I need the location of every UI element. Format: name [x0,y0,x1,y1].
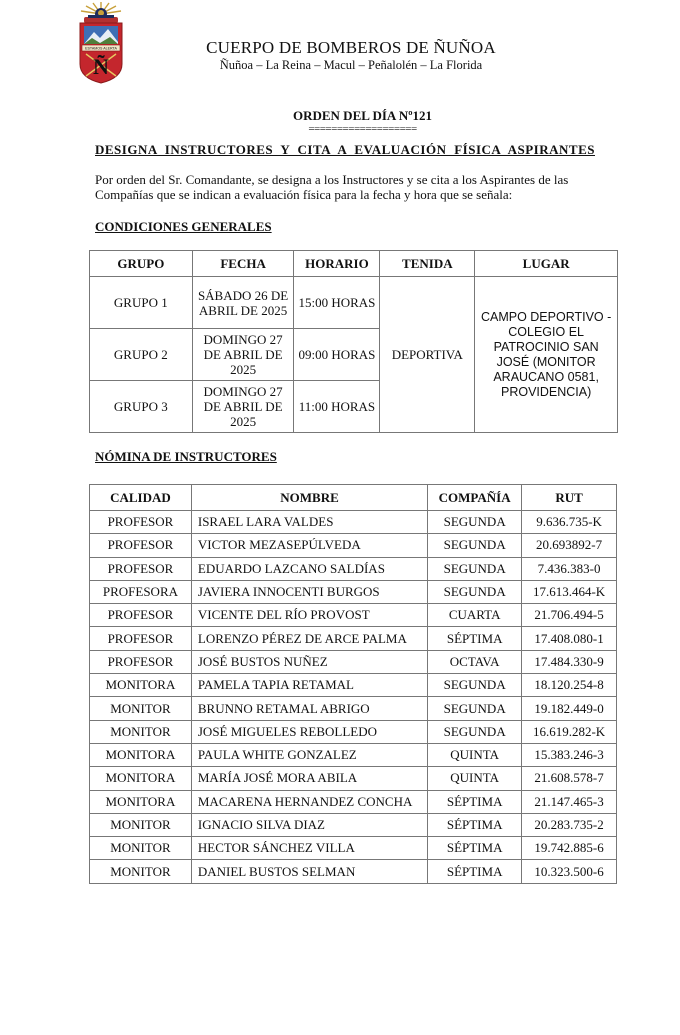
company-cell: SEGUNDA [428,534,522,557]
table-row [90,580,617,603]
emblem-ribbon-text: ESTAMOS ALERTA [85,46,117,51]
group-cell: GRUPO 2 [90,329,193,381]
date-cell: SÁBADO 26 DE ABRIL DE 2025 [192,277,294,329]
table-row [90,650,617,673]
rut-cell: 15.383.246-3 [522,743,617,766]
col-lugar: LUGAR [475,251,618,277]
name-cell: LORENZO PÉREZ DE ARCE PALMA [191,627,427,650]
location-cell: CAMPO DEPORTIVO - COLEGIO EL PATROCINIO SAN JOSÉ (MONITOR ARAUCANO 0581, PROVIDENCIA) [475,277,618,433]
conditions-table [89,250,618,433]
table-row [90,674,617,697]
time-cell: 11:00 HORAS [294,381,380,433]
name-cell: JOSÉ BUSTOS NUÑEZ [191,650,427,673]
time-cell: 09:00 HORAS [294,329,380,381]
company-cell: SÉPTIMA [428,790,522,813]
instructors-header-row [90,485,617,511]
rut-cell: 20.283.735-2 [522,813,617,836]
order-subject: DESIGNA INSTRUCTORES Y CITA A EVALUACIÓN FÍSICA ASPIRANTES [95,142,595,157]
table-row [90,511,617,534]
rut-cell: 9.636.735-K [522,511,617,534]
name-cell: EDUARDO LAZCANO SALDÍAS [191,557,427,580]
company-cell: SEGUNDA [428,580,522,603]
company-cell: SÉPTIMA [428,813,522,836]
company-cell: SEGUNDA [428,557,522,580]
role-cell: MONITORA [90,790,192,813]
instructors-heading: NÓMINA DE INSTRUCTORES [95,449,277,464]
institution-title: CUERPO DE BOMBEROS DE ÑUÑOA [206,38,496,57]
conditions-header-row [90,251,618,277]
col-calidad: CALIDAD [90,485,192,511]
role-cell: MONITORA [90,674,192,697]
company-cell: SEGUNDA [428,720,522,743]
name-cell: ISRAEL LARA VALDES [191,511,427,534]
name-cell: HECTOR SÁNCHEZ VILLA [191,837,427,860]
role-cell: PROFESOR [90,557,192,580]
rut-cell: 10.323.500-6 [522,860,617,883]
table-row [90,767,617,790]
company-cell: OCTAVA [428,650,522,673]
attire-cell: DEPORTIVA [380,277,475,433]
rut-cell: 17.408.080-1 [522,627,617,650]
name-cell: JOSÉ MIGUELES REBOLLEDO [191,720,427,743]
date-cell: DOMINGO 27 DE ABRIL DE 2025 [192,329,294,381]
order-divider: =================== [308,123,417,135]
institution-communes: Ñuñoa – La Reina – Macul – Peñalolén – La Florida [219,58,483,72]
role-cell: MONITOR [90,813,192,836]
role-cell: MONITORA [90,767,192,790]
role-cell: MONITORA [90,743,192,766]
role-cell: MONITOR [90,860,192,883]
role-cell: PROFESOR [90,650,192,673]
role-cell: PROFESOR [90,604,192,627]
col-fecha: FECHA [192,251,294,277]
company-cell: SÉPTIMA [428,837,522,860]
col-horario: HORARIO [294,251,380,277]
name-cell: DANIEL BUSTOS SELMAN [191,860,427,883]
table-row [90,813,617,836]
name-cell: PAULA WHITE GONZALEZ [191,743,427,766]
name-cell: BRUNNO RETAMAL ABRIGO [191,697,427,720]
rut-cell: 21.147.465-3 [522,790,617,813]
name-cell: PAMELA TAPIA RETAMAL [191,674,427,697]
name-cell: VICENTE DEL RÍO PROVOST [191,604,427,627]
company-cell: SÉPTIMA [428,860,522,883]
order-title: ORDEN DEL DÍA Nº121 [292,108,432,123]
table-row [90,790,617,813]
group-cell: GRUPO 3 [90,381,193,433]
table-row [90,697,617,720]
table-row [90,604,617,627]
col-nombre: NOMBRE [191,485,427,511]
company-cell: SEGUNDA [428,511,522,534]
instructors-table [89,484,617,884]
date-cell: DOMINGO 27 DE ABRIL DE 2025 [192,381,294,433]
group-cell: GRUPO 1 [90,277,193,329]
col-grupo: GRUPO [90,251,193,277]
company-cell: SÉPTIMA [428,627,522,650]
conditions-heading: CONDICIONES GENERALES [95,219,272,234]
role-cell: PROFESOR [90,627,192,650]
rut-cell: 20.693892-7 [522,534,617,557]
company-cell: SEGUNDA [428,674,522,697]
rut-cell: 17.484.330-9 [522,650,617,673]
rut-cell: 19.182.449-0 [522,697,617,720]
col-rut: RUT [522,485,617,511]
name-cell: VICTOR MEZASEPÚLVEDA [191,534,427,557]
table-row [90,277,618,329]
time-cell: 15:00 HORAS [294,277,380,329]
rut-cell: 19.742.885-6 [522,837,617,860]
rut-cell: 21.608.578-7 [522,767,617,790]
rut-cell: 17.613.464-K [522,580,617,603]
table-row [90,627,617,650]
rut-cell: 16.619.282-K [522,720,617,743]
role-cell: PROFESOR [90,511,192,534]
company-cell: QUINTA [428,743,522,766]
emblem-letter: Ñ [93,54,109,79]
table-row [90,743,617,766]
rut-cell: 21.706.494-5 [522,604,617,627]
role-cell: PROFESORA [90,580,192,603]
role-cell: MONITOR [90,697,192,720]
rut-cell: 7.436.383-0 [522,557,617,580]
company-cell: SEGUNDA [428,697,522,720]
table-row [90,534,617,557]
table-row [90,860,617,883]
role-cell: PROFESOR [90,534,192,557]
company-cell: QUINTA [428,767,522,790]
name-cell: IGNACIO SILVA DIAZ [191,813,427,836]
table-row [90,837,617,860]
col-compania: COMPAÑÍA [428,485,522,511]
intro-paragraph: Por orden del Sr. Comandante, se designa a los Instructores y se cita a los Aspirantes de las Compañías que se indican a evaluación física para la fecha y hora que se señala: [95,172,569,202]
name-cell: MARÍA JOSÉ MORA ABILA [191,767,427,790]
name-cell: JAVIERA INNOCENTI BURGOS [191,580,427,603]
table-row [90,557,617,580]
name-cell: MACARENA HERNANDEZ CONCHA [191,790,427,813]
company-cell: CUARTA [428,604,522,627]
rut-cell: 18.120.254-8 [522,674,617,697]
role-cell: MONITOR [90,720,192,743]
role-cell: MONITOR [90,837,192,860]
col-tenida: TENIDA [380,251,475,277]
table-row [90,720,617,743]
